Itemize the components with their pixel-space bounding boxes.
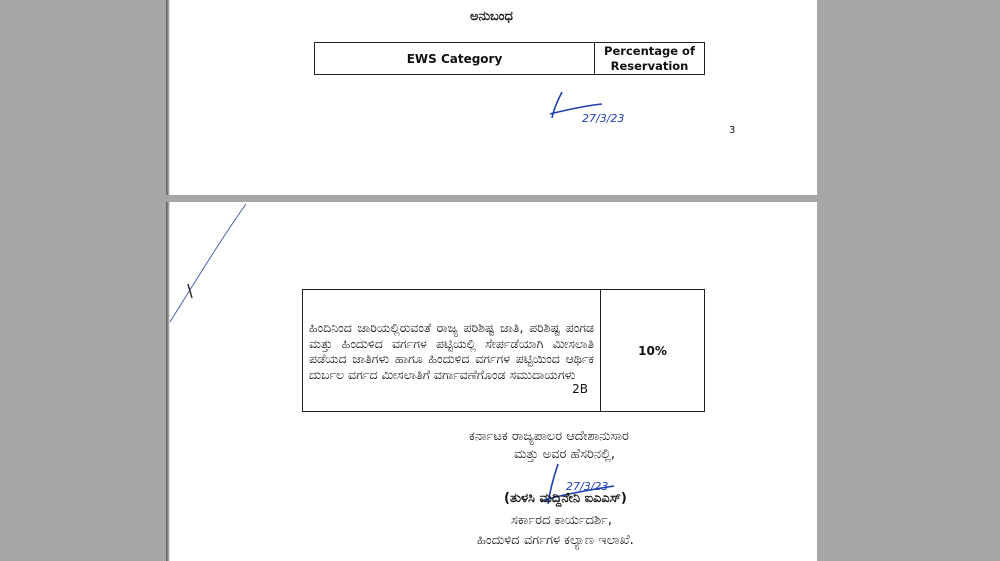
page-number: 3	[729, 125, 736, 136]
document-page-1	[166, 0, 817, 195]
ews-category-header: EWS Category	[315, 43, 595, 75]
signature-date-text: 27/3/23	[566, 480, 609, 493]
closing-line-1: ಕರ್ನಾಟಕ ರಾಜ್ಯಪಾಲರ ಆದೇಶಾನುಸಾರ	[469, 429, 629, 444]
table-row	[303, 290, 705, 412]
ews-header-table	[314, 42, 705, 75]
signature-page-1	[544, 86, 634, 126]
category-description-cell	[303, 290, 601, 412]
category-description: ಹಿಂದಿನಿಂದ ಜಾರಿಯಲ್ಲಿರುವಂತೆ ರಾಜ್ಯ ಪರಿಶಿಷ್ಟ ಜಾತಿ, ಪರಿಶಿಷ್ಟ ಪಂಗಡ ಮತ್ತು ಹಿಂದುಳಿದ ವರ್ಗಗಳ ಪಟ್ಟಿಯಲ್ಲಿ ಸೇರ್ಪಡೆಯಾಗಿ ಮೀಸಲಾತಿ ಪಡೆಯದ ಜಾತಿಗಳು ಹಾಗೂ ಹಿಂದುಳಿದ ವರ್ಗಗಳ ಪಟ್ಟಿಯಿಂದ ಆರ್ಥಿಕ ದುರ್ಬಲ ವರ್ಗದ ಮೀಸಲಾತಿಗೆ ವರ್ಗಾವಣೆಗೊಂಡ ಸಮುದಾಯಗಳು	[309, 320, 594, 382]
page-edge-shadow	[166, 0, 170, 195]
signatory-department: ಹಿಂದುಳಿದ ವರ್ಗಗಳ ಕಲ್ಯಾಣ ಇಲಾಖೆ.	[477, 533, 634, 548]
category-code: 2B	[572, 382, 588, 396]
signatory-designation: ಸರ್ಕಾರದ ಕಾರ್ಯದರ್ಶಿ,	[511, 513, 612, 528]
signatory-name: (ತುಳಸಿ ಮದ್ದಿನೇನಿ ಐಎಎಸ್)	[504, 491, 627, 506]
page-heading: ಅನುಬಂಧ	[470, 9, 513, 24]
closing-line-2: ಮತ್ತು ಅವರ ಹೆಸರಿನಲ್ಲಿ,	[514, 447, 616, 462]
stray-pen-mark	[166, 202, 256, 332]
document-page-2	[166, 202, 817, 561]
signature-date-text: 27/3/23	[582, 112, 625, 125]
reservation-table	[302, 289, 705, 412]
reservation-percentage: 10%	[601, 290, 705, 412]
percentage-header: Percentage of Reservation	[595, 43, 705, 75]
